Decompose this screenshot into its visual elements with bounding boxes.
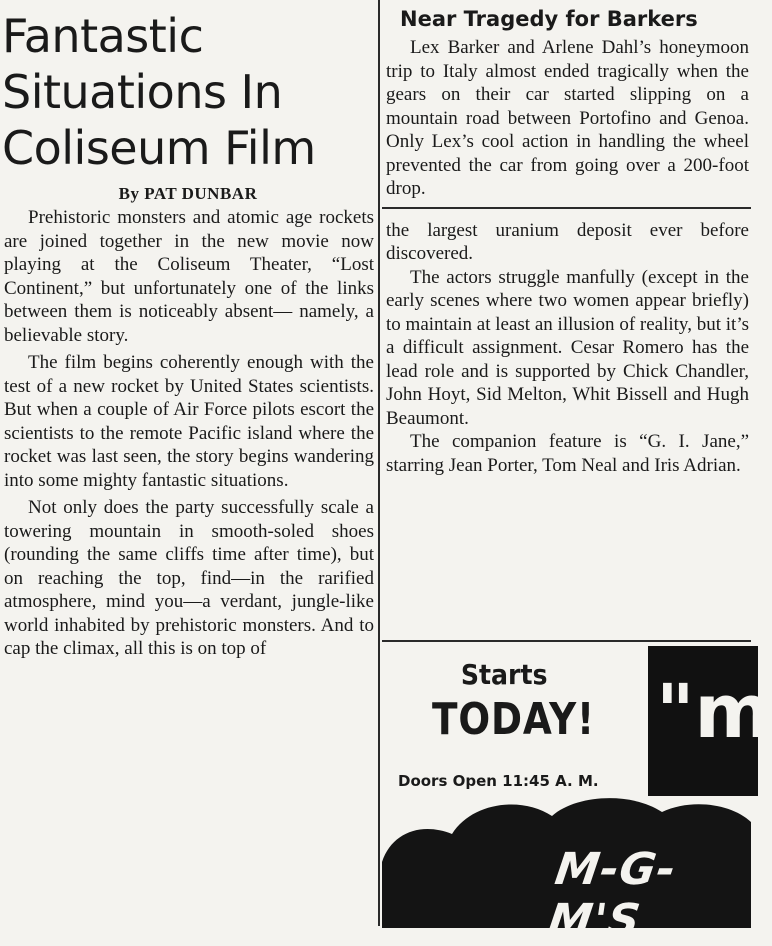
ad-today-text: TODAY! <box>432 694 595 745</box>
section-divider <box>382 207 751 209</box>
article-paragraph: Not only does the party successfully scale a towering mountain in smooth-soled shoes (rounding the same cliffs time after time), but on reaching the top, find—in the rarified atmosphere, mind you—a verdant, jungle-like world inhabited by prehistoric monsters. And to cap the climax, all this is on top of <box>4 497 374 659</box>
article-paragraph: Prehistoric monsters and atomic age rockets are joined together in the new movie now playing at the Coliseum Theater, “Lost Continent,” but unfortunately one of the links between them is noticeably absent— namely, a believable story. <box>4 207 374 346</box>
movie-advertisement <box>382 640 772 946</box>
barkers-paragraph: Lex Barker and Arlene Dahl’s honeymoon trip to Italy almost ended tragically when the gears on their car started slipping on a mountain road between Portofino and Genoa. Only Lex’s cool action in handling the wheel prevented the car from going over a 200-foot drop. <box>386 37 749 199</box>
continued-paragraph: The actors struggle manfully (except in the early scenes where two women appear briefly) to maintain at least an illusion of reality, but it’s a difficult assignment. Cesar Romero has the lead role and is supported by Chick Chandler, John Hoyt, Sid Melton, Whit Bissell and Hugh Beaumont. <box>386 266 749 429</box>
ad-doors-text: Doors Open 11:45 A. M. <box>398 772 599 790</box>
ad-title-box <box>648 646 772 796</box>
headline <box>0 0 376 176</box>
headline-line-3: Coliseum Film <box>2 121 316 175</box>
headline-line-2: Situations In <box>2 65 283 119</box>
ad-studio-text: M-G-M'S <box>544 844 680 946</box>
headline-line-1: Fantastic <box>2 9 204 63</box>
continued-paragraph: the largest uranium deposit ever before discovered. <box>386 219 749 264</box>
article-paragraph: The film begins coherently enough with the test of a new rocket by United States scientists. But when a couple of Air Force pilots escort the scientists to the remote Pacific island where the rocket was last seen, the story begins wandering into some mighty fantastic situations. <box>4 352 374 491</box>
article-column <box>0 0 376 661</box>
right-column <box>382 0 751 477</box>
ad-title-fragment: "m <box>656 669 772 755</box>
continued-paragraph: The companion feature is “G. I. Jane,” starring Jean Porter, Tom Neal and Iris Adrian. <box>386 431 749 476</box>
column-divider <box>378 0 380 926</box>
byline: By PAT DUNBAR <box>118 184 258 203</box>
ad-starts-text: Starts <box>460 658 548 691</box>
barkers-headline: Near Tragedy for Barkers <box>400 7 698 31</box>
